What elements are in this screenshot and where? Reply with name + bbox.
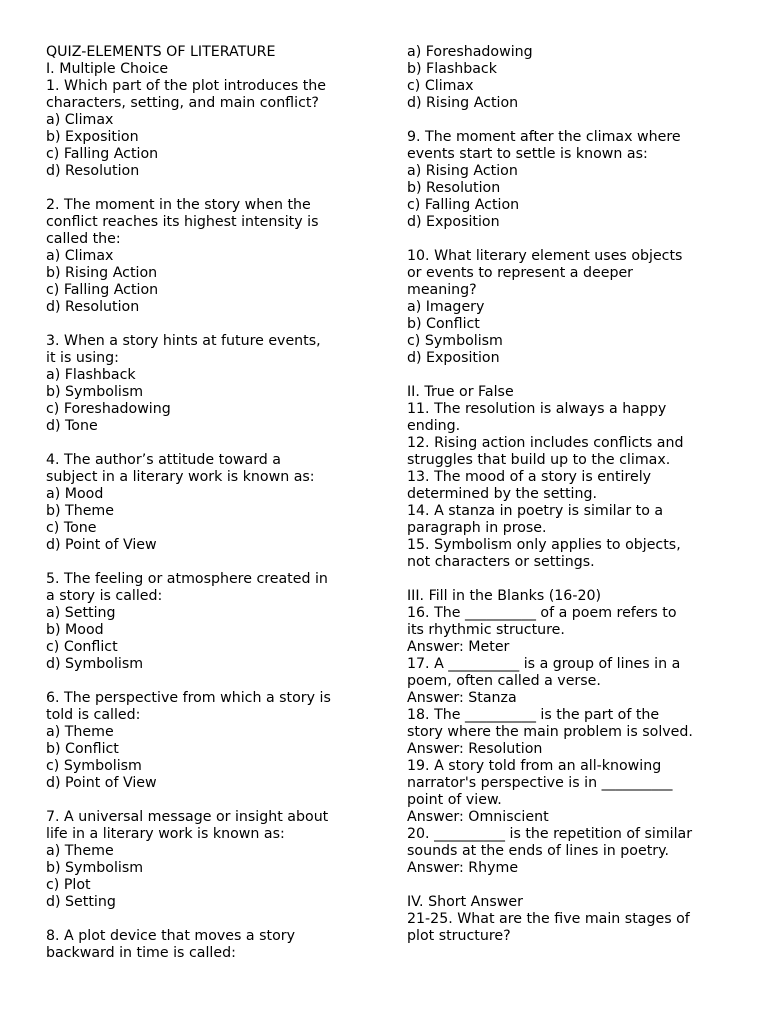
text-line: a) Mood	[46, 486, 104, 502]
right-column	[407, 44, 747, 945]
text-line: c) Falling Action	[46, 282, 159, 298]
text-line: d) Resolution	[46, 299, 140, 315]
text-line: told is called:	[46, 707, 141, 723]
text-line: d) Exposition	[407, 350, 500, 366]
text-line: c) Plot	[46, 877, 91, 893]
text-line: c) Foreshadowing	[46, 401, 171, 417]
text-line: b) Resolution	[407, 180, 501, 196]
text-line: narrator's perspective is in __________	[407, 775, 673, 791]
text-line: b) Conflict	[407, 316, 480, 332]
text-line: subject in a literary work is known as:	[46, 469, 315, 485]
text-line: 12. Rising action includes conflicts and	[407, 435, 684, 451]
text-line: point of view.	[407, 792, 502, 808]
text-line: d) Setting	[46, 894, 116, 910]
blank-line	[407, 367, 747, 384]
text-line: Answer: Rhyme	[407, 860, 519, 876]
text-line: IV. Short Answer	[407, 894, 523, 910]
text-line: c) Symbolism	[407, 333, 503, 349]
blank-line	[407, 112, 747, 129]
text-line: d) Symbolism	[46, 656, 144, 672]
text-line: a) Climax	[46, 112, 114, 128]
blank-line	[46, 554, 376, 571]
text-line: d) Tone	[46, 418, 98, 434]
text-line: c) Climax	[407, 78, 474, 94]
text-line: II. True or False	[407, 384, 514, 400]
blank-line	[407, 231, 747, 248]
text-line: ending.	[407, 418, 461, 434]
blank-line	[46, 316, 376, 333]
text-line: life in a literary work is known as:	[46, 826, 285, 842]
text-line: a) Theme	[46, 724, 114, 740]
text-line: 18. The __________ is the part of the	[407, 707, 660, 723]
text-line: or events to represent a deeper	[407, 265, 634, 281]
text-line: called the:	[46, 231, 121, 247]
text-line: 2. The moment in the story when the	[46, 197, 311, 213]
text-line: meaning?	[407, 282, 477, 298]
text-line: b) Rising Action	[46, 265, 158, 281]
text-line: b) Theme	[46, 503, 114, 519]
text-line: 6. The perspective from which a story is	[46, 690, 331, 706]
text-line: c) Falling Action	[407, 197, 520, 213]
text-line: not characters or settings.	[407, 554, 595, 570]
text-line: 7. A universal message or insight about	[46, 809, 329, 825]
text-line: 16. The __________ of a poem refers to	[407, 605, 677, 621]
text-line: 17. A __________ is a group of lines in a	[407, 656, 681, 672]
text-line: c) Tone	[46, 520, 97, 536]
text-line: 3. When a story hints at future events,	[46, 333, 321, 349]
text-line: 5. The feeling or atmosphere created in	[46, 571, 328, 587]
text-line: 13. The mood of a story is entirely	[407, 469, 652, 485]
text-line: c) Falling Action	[46, 146, 159, 162]
text-line: paragraph in prose.	[407, 520, 547, 536]
left-column	[46, 44, 376, 962]
text-line: a) Theme	[46, 843, 114, 859]
blank-line	[46, 435, 376, 452]
text-line: Answer: Stanza	[407, 690, 517, 706]
text-line: a) Setting	[46, 605, 116, 621]
text-line: Answer: Meter	[407, 639, 510, 655]
blank-line	[46, 911, 376, 928]
text-line: struggles that build up to the climax.	[407, 452, 671, 468]
text-line: d) Point of View	[46, 537, 157, 553]
text-line: poem, often called a verse.	[407, 673, 601, 689]
text-line: a) Flashback	[46, 367, 136, 383]
text-line: b) Flashback	[407, 61, 497, 77]
text-line: a) Rising Action	[407, 163, 518, 179]
text-line: c) Symbolism	[46, 758, 142, 774]
text-line: I. Multiple Choice	[46, 61, 169, 77]
text-line: determined by the setting.	[407, 486, 598, 502]
text-line: Answer: Resolution	[407, 741, 543, 757]
text-line: b) Symbolism	[46, 860, 144, 876]
text-line: it is using:	[46, 350, 119, 366]
text-line: III. Fill in the Blanks (16-20)	[407, 588, 602, 604]
text-line: d) Point of View	[46, 775, 157, 791]
text-line: a story is called:	[46, 588, 163, 604]
text-line: QUIZ-ELEMENTS OF LITERATURE	[46, 44, 276, 60]
text-line: 20. __________ is the repetition of similar	[407, 826, 693, 842]
text-line: backward in time is called:	[46, 945, 236, 961]
blank-line	[407, 571, 747, 588]
text-line: 9. The moment after the climax where	[407, 129, 681, 145]
text-line: Answer: Omniscient	[407, 809, 549, 825]
blank-line	[46, 180, 376, 197]
text-line: 10. What literary element uses objects	[407, 248, 683, 264]
text-line: 4. The author’s attitude toward a	[46, 452, 282, 468]
text-line: b) Exposition	[46, 129, 139, 145]
text-line: conflict reaches its highest intensity is	[46, 214, 319, 230]
blank-line	[46, 792, 376, 809]
text-line: story where the main problem is solved.	[407, 724, 693, 740]
text-line: c) Conflict	[46, 639, 118, 655]
text-line: a) Foreshadowing	[407, 44, 533, 60]
text-line: b) Mood	[46, 622, 104, 638]
text-line: sounds at the ends of lines in poetry.	[407, 843, 669, 859]
text-line: events start to settle is known as:	[407, 146, 648, 162]
text-line: 19. A story told from an all-knowing	[407, 758, 662, 774]
text-line: 14. A stanza in poetry is similar to a	[407, 503, 664, 519]
text-line: d) Exposition	[407, 214, 500, 230]
text-line: its rhythmic structure.	[407, 622, 565, 638]
text-line: 11. The resolution is always a happy	[407, 401, 667, 417]
text-line: characters, setting, and main conflict?	[46, 95, 319, 111]
text-line: b) Symbolism	[46, 384, 144, 400]
text-line: 1. Which part of the plot introduces the	[46, 78, 327, 94]
text-line: 21-25. What are the five main stages of	[407, 911, 690, 927]
text-line: 15. Symbolism only applies to objects,	[407, 537, 681, 553]
text-line: b) Conflict	[46, 741, 119, 757]
blank-line	[46, 673, 376, 690]
text-line: d) Rising Action	[407, 95, 519, 111]
text-line: d) Resolution	[46, 163, 140, 179]
blank-line	[407, 877, 747, 894]
text-line: plot structure?	[407, 928, 511, 944]
text-line: a) Climax	[46, 248, 114, 264]
text-line: 8. A plot device that moves a story	[46, 928, 295, 944]
text-line: a) Imagery	[407, 299, 485, 315]
